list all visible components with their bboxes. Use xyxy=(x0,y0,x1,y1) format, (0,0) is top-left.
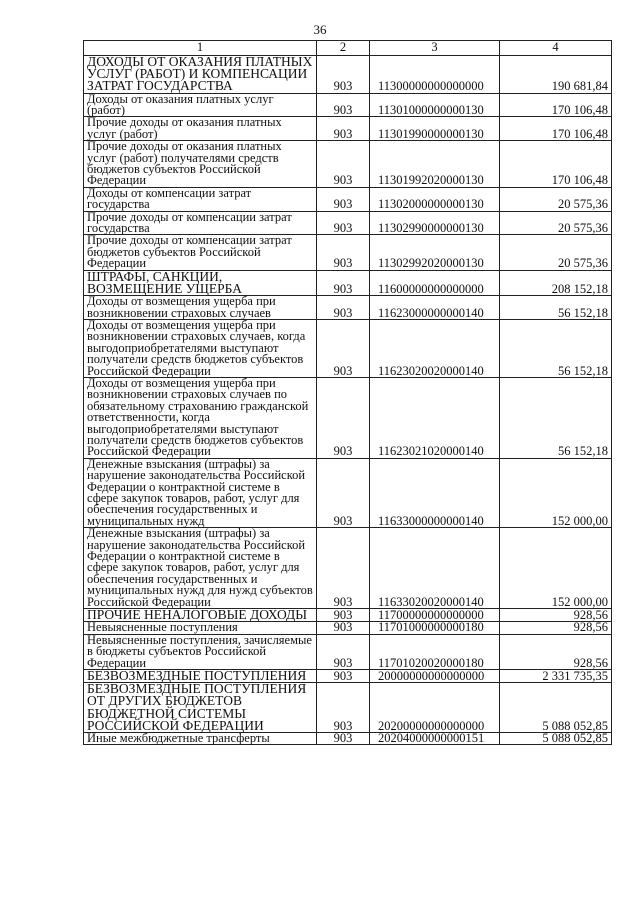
row-amount-cell: 56 152,18 xyxy=(500,319,612,377)
table-row xyxy=(84,117,612,141)
row-admin-cell: 903 xyxy=(317,211,370,235)
table-row xyxy=(84,319,612,377)
row-admin-cell: 903 xyxy=(317,93,370,117)
row-code-cell: 11633020020000140 xyxy=(370,528,500,609)
row-amount-cell: 928,56 xyxy=(500,634,612,669)
row-admin-cell: 903 xyxy=(317,683,370,733)
table-row xyxy=(84,528,612,609)
header-col-2: 2 xyxy=(317,41,370,56)
table-row xyxy=(84,187,612,211)
row-amount-cell: 208 152,18 xyxy=(500,270,612,295)
row-name-cell: Доходы от возмещения ущерба при возникновении страховых случаев xyxy=(84,296,317,320)
row-admin-cell: 903 xyxy=(317,458,370,527)
page-number: 36 xyxy=(313,22,327,37)
row-code-cell: 11623000000000140 xyxy=(370,296,500,320)
table-row xyxy=(84,634,612,669)
table-row xyxy=(84,732,612,744)
row-name-cell: Доходы от оказания платных услуг (работ) xyxy=(84,93,317,117)
row-code-cell: 11301992020000130 xyxy=(370,141,500,188)
row-code-cell: 11302000000000130 xyxy=(370,187,500,211)
header-col-3: 3 xyxy=(370,41,500,56)
row-admin-cell: 903 xyxy=(317,669,370,682)
row-name-cell: Невыясненные поступления xyxy=(84,622,317,634)
header-col-1: 1 xyxy=(84,41,317,56)
row-name-cell: БЕЗВОЗМЕЗДНЫЕ ПОСТУПЛЕНИЯ ОТ ДРУГИХ БЮДЖЕТОВ БЮДЖЕТНОЙ СИСТЕМЫ РОССИЙСКОЙ ФЕДЕРАЦИИ xyxy=(84,683,317,733)
row-amount-cell: 5 088 052,85 xyxy=(500,683,612,733)
header-col-4: 4 xyxy=(500,41,612,56)
row-code-cell: 11300000000000000 xyxy=(370,56,500,94)
row-name-cell: Денежные взыскания (штрафы) за нарушение законодательства Российской Федерации о контрактной системе в сфере закупок товаров, работ, услуг для обеспечения государственных и муниципальных нужд xyxy=(84,458,317,527)
row-code-cell: 11623020020000140 xyxy=(370,319,500,377)
row-name-cell: Прочие доходы от оказания платных услуг (работ) получателями средств бюджетов субъектов Российской Федерации xyxy=(84,141,317,188)
row-amount-cell: 170 106,48 xyxy=(500,117,612,141)
row-admin-cell: 903 xyxy=(317,296,370,320)
table-row xyxy=(84,211,612,235)
row-code-cell: 11301990000000130 xyxy=(370,117,500,141)
row-admin-cell: 903 xyxy=(317,235,370,270)
row-name-cell: Доходы от возмещения ущерба при возникновении страховых случаев, когда выгодоприобретателями выступают получатели средств бюджетов субъектов Российской Федерации xyxy=(84,319,317,377)
row-code-cell: 11623021020000140 xyxy=(370,377,500,458)
row-amount-cell: 20 575,36 xyxy=(500,187,612,211)
row-admin-cell: 903 xyxy=(317,528,370,609)
row-code-cell: 11301000000000130 xyxy=(370,93,500,117)
row-amount-cell: 20 575,36 xyxy=(500,235,612,270)
row-code-cell: 20204000000000151 xyxy=(370,732,500,744)
row-admin-cell: 903 xyxy=(317,732,370,744)
row-amount-cell: 5 088 052,85 xyxy=(500,732,612,744)
row-name-cell: БЕЗВОЗМЕЗДНЫЕ ПОСТУПЛЕНИЯ xyxy=(84,669,317,682)
row-admin-cell: 903 xyxy=(317,187,370,211)
table-row xyxy=(84,141,612,188)
row-code-cell: 20000000000000000 xyxy=(370,669,500,682)
row-admin-cell: 903 xyxy=(317,634,370,669)
row-code-cell: 11600000000000000 xyxy=(370,270,500,295)
row-amount-cell: 928,56 xyxy=(500,622,612,634)
row-amount-cell: 190 681,84 xyxy=(500,56,612,94)
row-admin-cell: 903 xyxy=(317,622,370,634)
row-amount-cell: 56 152,18 xyxy=(500,296,612,320)
row-code-cell: 11302990000000130 xyxy=(370,211,500,235)
table-row xyxy=(84,296,612,320)
table-row xyxy=(84,235,612,270)
row-code-cell: 11700000000000000 xyxy=(370,609,500,622)
row-admin-cell: 903 xyxy=(317,377,370,458)
table-row xyxy=(84,93,612,117)
row-code-cell: 11701000000000180 xyxy=(370,622,500,634)
table-row xyxy=(84,377,612,458)
row-admin-cell: 903 xyxy=(317,270,370,295)
table-row xyxy=(84,56,612,94)
row-amount-cell: 170 106,48 xyxy=(500,93,612,117)
row-amount-cell: 152 000,00 xyxy=(500,528,612,609)
row-code-cell: 11701020020000180 xyxy=(370,634,500,669)
revenue-table xyxy=(83,40,612,745)
row-name-cell: Денежные взыскания (штрафы) за нарушение законодательства Российской Федерации о контрактной системе в сфере закупок товаров, работ, услуг для обеспечения государственных и муниципальных нужд для нужд субъектов Российской Федерации xyxy=(84,528,317,609)
row-admin-cell: 903 xyxy=(317,117,370,141)
row-name-cell: Невыясненные поступления, зачисляемые в бюджеты субъектов Российской Федерации xyxy=(84,634,317,669)
table-row xyxy=(84,458,612,527)
row-name-cell: Прочие доходы от оказания платных услуг (работ) xyxy=(84,117,317,141)
row-amount-cell: 2 331 735,35 xyxy=(500,669,612,682)
row-name-cell: ПРОЧИЕ НЕНАЛОГОВЫЕ ДОХОДЫ xyxy=(84,609,317,622)
row-amount-cell: 928,56 xyxy=(500,609,612,622)
row-name-cell: Иные межбюджетные трансферты xyxy=(84,732,317,744)
row-name-cell: Доходы от возмещения ущерба при возникновении страховых случаев по обязательному страхованию гражданской ответственности, когда выгодоприобретателями выступают получатели средств бюджетов субъектов Российской Федерации xyxy=(84,377,317,458)
row-admin-cell: 903 xyxy=(317,56,370,94)
row-admin-cell: 903 xyxy=(317,319,370,377)
row-name-cell: Прочие доходы от компенсации затрат государства xyxy=(84,211,317,235)
table-row xyxy=(84,270,612,295)
row-amount-cell: 152 000,00 xyxy=(500,458,612,527)
row-admin-cell: 903 xyxy=(317,141,370,188)
row-amount-cell: 20 575,36 xyxy=(500,211,612,235)
row-name-cell: Доходы от компенсации затрат государства xyxy=(84,187,317,211)
row-code-cell: 11633000000000140 xyxy=(370,458,500,527)
row-name-cell: Прочие доходы от компенсации затрат бюджетов субъектов Российской Федерации xyxy=(84,235,317,270)
row-amount-cell: 56 152,18 xyxy=(500,377,612,458)
row-amount-cell: 170 106,48 xyxy=(500,141,612,188)
row-code-cell: 11302992020000130 xyxy=(370,235,500,270)
row-name-cell: ДОХОДЫ ОТ ОКАЗАНИЯ ПЛАТНЫХ УСЛУГ (РАБОТ) И КОМПЕНСАЦИИ ЗАТРАТ ГОСУДАРСТВА xyxy=(84,56,317,94)
row-code-cell: 20200000000000000 xyxy=(370,683,500,733)
row-admin-cell: 903 xyxy=(317,609,370,622)
table-row xyxy=(84,683,612,733)
row-name-cell: ШТРАФЫ, САНКЦИИ, ВОЗМЕЩЕНИЕ УЩЕРБА xyxy=(84,270,317,295)
